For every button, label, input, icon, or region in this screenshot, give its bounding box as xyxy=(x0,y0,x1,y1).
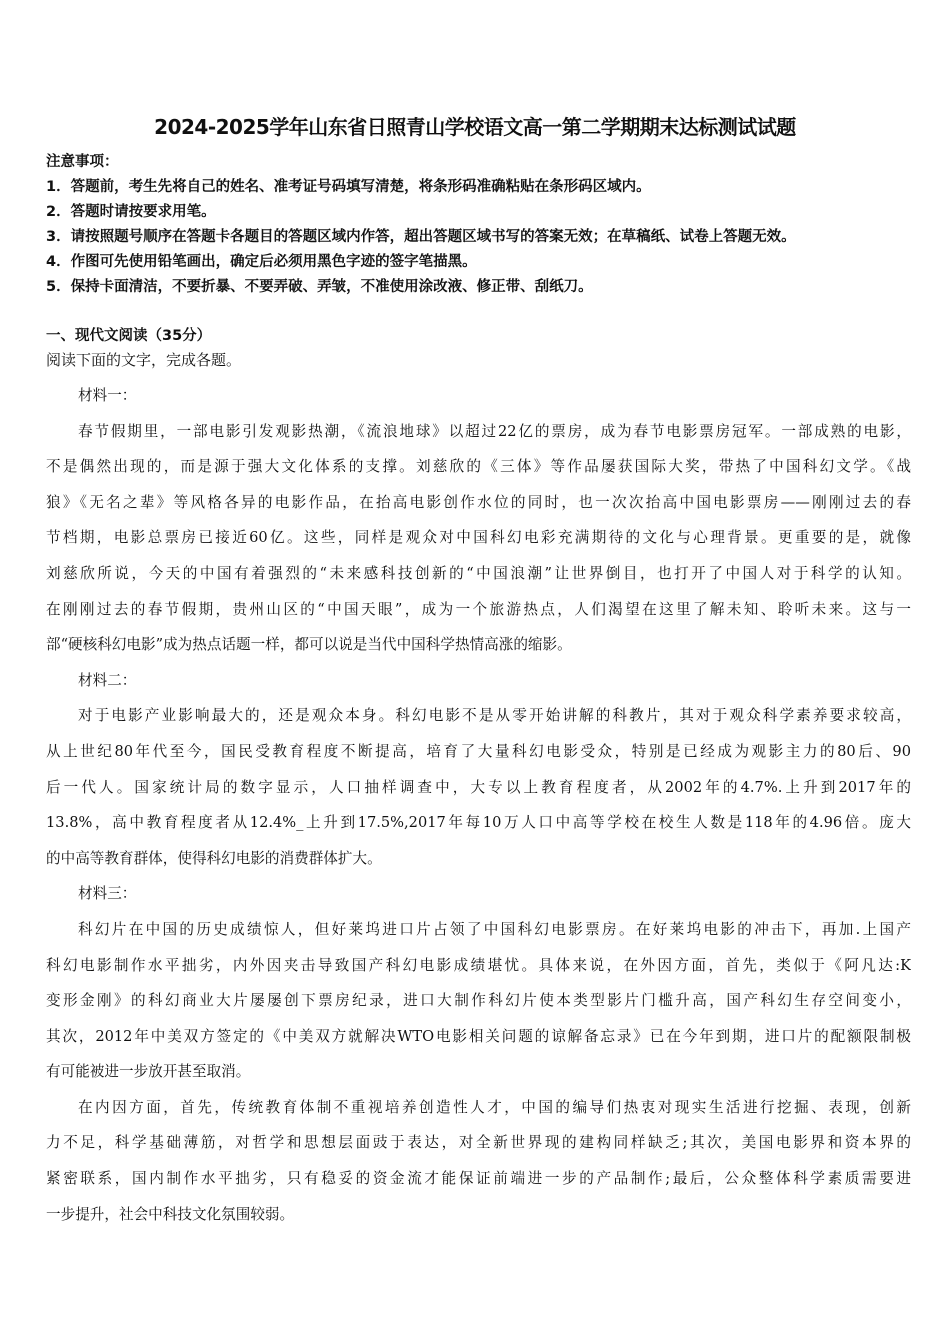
notice-item: 2．答题时请按要求用笔。 xyxy=(46,204,216,220)
material-label: 材料二： xyxy=(78,671,137,689)
passage-line: 刘慈欣所说，今天的中国有着强烈的“未来感科技创新的“中国浪潮”让世界倒目，也打开了中国人对于科学的认知。 xyxy=(46,564,911,582)
material-label: 材料一： xyxy=(78,387,137,404)
notice-item: 4．作图可先使用铅笔画出，确定后必须用黑色字迹的签字笔描黑。 xyxy=(46,254,477,270)
passage-line: 从上世纪80年代至今，国民受教育程度不断提高，培育了大量科幻电影受众，特别是已经成为观影主力的80后、90 xyxy=(46,742,911,760)
material-label: 材料三： xyxy=(78,885,137,903)
passage-line: 狼》《无名之辈》等风格各异的电影作品，在抬高电影创作水位的同时，也一次次抬高中国电影票房——刚刚过去的春 xyxy=(46,493,911,511)
passage-line: 后一代人。国家统计局的数字显示，人口抽样调查中，大专以上教育程度者，从2002年的4.7%.上升到2017年的 xyxy=(46,778,911,796)
section-instruction: 阅读下面的文字，完成各题。 xyxy=(46,351,242,369)
passage-line: 不是偶然出现的，而是源于强大文化体系的支撑。刘慈欣的《三体》等作品屡获国际大奖，带热了中国科幻文学。《战 xyxy=(46,458,911,476)
passage-line: 有可能被进一步放开甚至取消。 xyxy=(46,1063,251,1081)
passage-line: 部“硬核科幻电影”成为热点话题一样，都可以说是当代中国科学热情高涨的缩影。 xyxy=(46,636,572,654)
passage-line: 在刚刚过去的春节假期，贵州山区的“中国天眼”，成为一个旅游热点，人们渴望在这里了解未知、聆听未来。这与一 xyxy=(46,600,911,618)
passage-line: 力不足，科学基础薄筋，对哲学和思想层面豉于表达，对全新世界现的建构同样缺乏;其次，美国电影界和资本界的 xyxy=(46,1134,911,1152)
passage-line: 科幻电影制作水平拙劣，内外因夹击导致国产科幻电影成绩堪忧。具体来说，在外因方面，首先，类似于《阿凡达:K xyxy=(46,956,911,974)
passage-line: 其次，2012年中美双方签定的《中美双方就解决WTO电影相关问题的谅解备忘录》已在今年到期，进口片的配额限制极 xyxy=(46,1027,911,1045)
passage-line: 春节假期里，一部电影引发观影热潮，《流浪地球》以超过22亿的票房，成为春节电影票房冠军。一部成熟的电影， xyxy=(78,422,911,440)
notice-block xyxy=(46,150,916,300)
passage-line: 节档期，电影总票房已接近60亿。这些，同样是观众对中国科幻电彩充满期待的文化与心理背景。更重要的是，就像 xyxy=(46,529,911,547)
passage-line: 变形金刚》的科幻商业大片屡屡创下票房纪录，进口大制作科幻片使本类型影片门槛升高，国产科幻生存空间变小， xyxy=(46,992,911,1010)
notice-item: 5．保持卡面清洁，不要折暴、不要弄破、弄皱，不准使用涂改液、修正带、刮纸刀。 xyxy=(46,279,593,295)
passage-line: 13.8%，高中教育程度者从12.4%_上升到17.5%,2017年每10万人口中高等学校在校生人数是118年的4.96倍。庞大 xyxy=(46,814,911,832)
notice-heading: 注意事项： xyxy=(46,154,119,170)
passage-line: 科幻片在中国的历史成绩惊人，但好莱坞进口片占领了中国科幻电影票房。在好莱坞电影的冲击下，再加.上国产 xyxy=(78,920,911,938)
notice-item: 1．答题前，考生先将自己的姓名、准考证号码填写清楚，将条形码准确粘贴在条形码区域内。 xyxy=(46,179,651,195)
exam-title: 2024-2025学年山东省日照青山学校语文高一第二学期期末达标测试试题 xyxy=(154,115,796,139)
reading-passage xyxy=(46,378,911,1232)
passage-line: 在内因方面，首先，传统教育体制不重视培养创造性人才，中国的编导们热衷对现实生活进行挖掘、表现，创新 xyxy=(78,1098,911,1116)
passage-line: 紧密联系，国内制作水平拙劣，只有稳妥的资金流才能保证前端进一步的产品制作;最后，公众整体科学素质需要进 xyxy=(46,1170,911,1188)
passage-line: 对于电影产业影响最大的，还是观众本身。科幻电影不是从零开始讲解的科教片，其对于观众科学素养要求较高， xyxy=(78,707,911,725)
passage-line: 一步提升，社会中科技文化氛围较弱。 xyxy=(46,1205,295,1223)
notice-item: 3．请按照题号顺序在答题卡各题目的答题区域内作答，超出答题区域书写的答案无效；在草稿纸、试卷上答题无效。 xyxy=(46,229,796,245)
section-heading: 一、现代文阅读（35分） xyxy=(46,328,212,344)
passage-line: 的中高等教育群体，使得科幻电影的消费群体扩大。 xyxy=(46,849,382,867)
